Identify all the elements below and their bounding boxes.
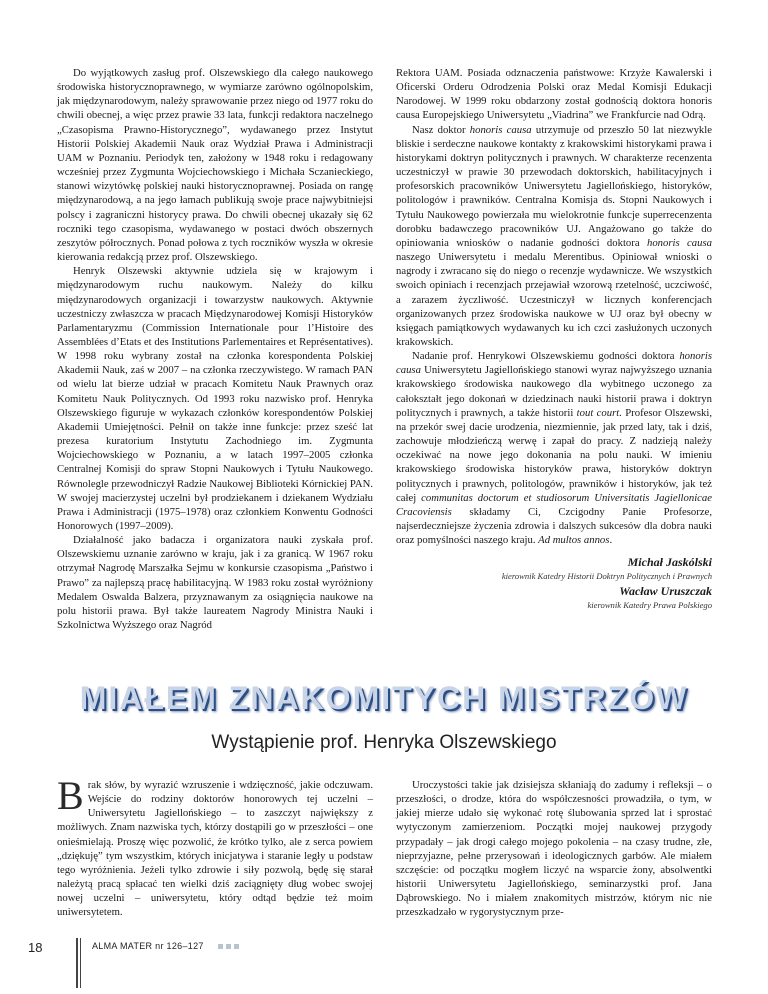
italic-run: honoris causa bbox=[396, 350, 712, 377]
paragraph: Uroczystości takie jak dzisiejsza skłaniają do zadumy i refleksji – o przeszłości, o drodze, która do współczesności prowadziła, o tym, w jakiej mierze udało się wykonać rotę ślubowania sprzed lat i sprostać wytyczonym zamierzeniom. Początki mojej naukowej przygody przypadały – jak drogi całego mojego pokolenia – na czasy trudne, złe, nieprzyjazne, pełne przerysowań i ideologicznych garbów. Ale miałem szczęście: od początku mogłem liczyć na wsparcie żony, absolwentki historii Uniwersytetu Jagiellońskiego, seminarzystki prof. Jana Dąbrowskiego. No i miałem znakomitych mistrzów, którym nic nie przeszkadzało w rygorystycznym prze- bbox=[396, 779, 712, 919]
paragraph bbox=[57, 773, 373, 920]
paragraph bbox=[396, 349, 712, 547]
text-run: składamy Ci, Czcigodny Panie Profesorze, najserdeczniejsze życzenia zdrowia i dalszych sukcesów dla dobra nauki oraz pomyślności naszego kraju. bbox=[396, 505, 712, 547]
italic-run: honoris causa bbox=[646, 236, 712, 249]
decorative-square bbox=[234, 944, 239, 949]
text-run: Uniwersytetu Jagiellońskiego stanowi wyraz najwyższego uznania krakowskiego środowiska naukowego dla wybitnego uczonego za całokształt jego dokonań w dziedzinach nauki historii prawa i doktryn politycznych i prawnych, a także historii bbox=[396, 364, 712, 419]
speech-column-left bbox=[57, 773, 373, 920]
paragraph bbox=[396, 123, 712, 350]
text-run: utrzymuje od przeszło 50 lat niezwykle bliskie i serdeczne naukowe kontakty z krakowskimi historykami prawa i historykami doktryn politycznych i prawnych. W charakterze recenzenta uczestniczył w prawie 30 przewodach doktorskich, habilitacyjnych i profesorskich pracowników Uniwersytetu Jagiellońskiego, historyków, politologów i prawników. Centralna Komisja ds. Stopni Naukowych i Tytułu Naukowego powierzała mu wielokrotnie funkcje superrecenzenta dorobku badawczego pracowników UJ. Angażowano go także do opiniowania wniosków o nadanie godności doktora bbox=[396, 123, 712, 249]
footer-rule bbox=[76, 938, 78, 988]
paragraph: Henryk Olszewski aktywnie udziela się w krajowym i międzynarodowym ruchu naukowym. Należy do kilku międzynarodowych organizacji i towarzystw naukowych. Aktywnie uczestniczy zwłaszcza w pracach Międzynarodowej Komisji Historyków Parlamentaryzmu (Commission Internationale pour l’Histoire des Assemblées d’Etats et des Institutions Parlementaires et Représentatives). W 1998 roku wybrany został na członka korespondenta Polskiej Akademii Nauk, zaś w 2007 – na członka rzeczywistego. W ramach PAN od wielu lat bierze udział w pracach Komitetu Nauk Prawnych oraz Komitetu Nauk Politycznych. Od 1993 roku nazwisko prof. Henryka Olszewskiego figuruje w wykazach członków korespondentów Polskiej Akademii Umiejętności. Pełnił on także inne funkcje: przez sześć lat prezesa kuratorium Instytutu Zachodniego im. Zygmunta Wojciechowskiego w Poznaniu, a w latach 1997–2005 członka Centralnej Komisji do spraw Stopni Naukowych i Tytułu Naukowego. Równolegle przewodniczył Radzie Naukowej Biblioteki Kórnickiej PAN. W swojej macierzystej uczelni był prodziekanem i dziekanem Wydziału Prawa i Administracji (1975–1978) oraz członkiem Konwentu Godności Honorowych (1997–2009). bbox=[57, 265, 373, 532]
signature-name: Wacław Uruszczak bbox=[619, 584, 712, 599]
text-run: rak słów, by wyrazić wzruszenie i wdzięczność, jakie odczuwam. Wejście do rodziny doktorów honorowych tej uczelni – Uniwersytetu Jagiellońskiego – to zaszczyt największy z możliwych. Znam nazwiska tych, którzy dostąpili go w przeszłości – one onieśmielają. Proszę więc pozwolić, że krótko tylko, ale z serca powiem „dziękuję” tym wszystkim, których inicjatywa i staranie legły u podstaw tego wyróżnienia. Jeżeli tylko zdrowie i siły pozwolą, będę się starał należytą pracą spłacać ten wielki dziś zaciągnięty dług wobec swojej nowej uczelni – uniwersytetu, który odtąd będzie też moim uniwersytetem. bbox=[57, 779, 373, 919]
decorative-square bbox=[226, 944, 231, 949]
text-run: naszego Uniwersytetu i medalu Merentibus. Opiniował wnioski o nagrody i zwracano się do niego o recenzje wydawnicze. We wszystkich swoich opiniach i recenzjach przejawiał wzorową rzetelność, uczciwość, a zarazem życzliwość. Uczestniczył w licznych konferencjach organizowanych przez środowiska naukowe w UJ oraz był obecny w księgach pamiątkowych wydawanych ku ich czci zasłużonych uczonych krakowskich. bbox=[396, 251, 712, 348]
drop-cap: B bbox=[57, 773, 84, 818]
italic-run: communitas doctorum et studiosorum Universitatis Jagiellonicae Cracoviensis bbox=[396, 491, 712, 518]
decorative-square bbox=[218, 944, 223, 949]
footer-rule bbox=[80, 938, 81, 988]
italic-run: Ad multos annos bbox=[538, 534, 610, 547]
signature-name: Michał Jaskólski bbox=[627, 555, 712, 570]
text-run: Profesor Olszewski, na przekór swej dacie urodzenia, niezmiennie, jak przed laty, tak i dziś, zachowuje młodzieńczą werwę i zapał do pracy. Z nadzieją należy oczekiwać na nowe jego dokonania na polu nauki. W imieniu krakowskiego środowiska historyków prawa, historyków doktryn politycznych i prawnych, politologów, prawników i historyków, jak też całej bbox=[396, 406, 712, 504]
article-subtitle: Wystąpienie prof. Henryka Olszewskiego bbox=[211, 732, 557, 753]
article-column-top-left bbox=[57, 66, 373, 632]
text-run: . bbox=[609, 534, 613, 547]
signature-role: kierownik Katedry Prawa Polskiego bbox=[587, 600, 712, 611]
paragraph: Rektora UAM. Posiada odznaczenia państwowe: Krzyże Kawalerski i Oficerski Orderu Odrodzenia Polski oraz Medal Komisji Edukacji Narodowej. W 1999 roku obdarzony został godnością doktora honoris causa Europejskiego Uniwersytetu „Viadrina” we Frankfurcie nad Odrą. bbox=[396, 67, 712, 122]
italic-run: tout court. bbox=[576, 406, 622, 419]
italic-run: honoris causa bbox=[469, 123, 532, 136]
journal-name: ALMA MATER nr 126–127 bbox=[92, 941, 204, 951]
signature-role: kierownik Katedry Historii Doktryn Politycznych i Prawnych bbox=[501, 571, 712, 582]
page-number: 18 bbox=[28, 940, 43, 955]
article-banner-title: MIAŁEM ZNAKOMITYCH MISTRZÓW bbox=[79, 680, 689, 716]
text-run: Nasz doktor bbox=[412, 123, 470, 136]
text-run: Nadanie prof. Henrykowi Olszewskiemu godności doktora bbox=[412, 350, 680, 363]
article-column-top-right bbox=[396, 66, 712, 613]
paragraph: Do wyjątkowych zasług prof. Olszewskiego dla całego naukowego środowiska historycznoprawnego, w wymiarze zarówno ogólnopolskim, jak międzynarodowym, należy sprawowanie przez niego od 1977 roku do chwili obecnej, a więc przez prawie 33 lata, funkcji redaktora naczelnego „Czasopisma Prawno-Historycznego”, wydawanego przez Instytut Historii Polskiej Akademii Nauk oraz Wydział Prawa i Administracji UAM w Poznaniu. Periodyk ten, założony w 1948 roku i redagowany wcześniej przez Zygmunta Wojciechowskiego i Michała Sczanieckiego, stanowi wizytówkę polskiej nauki historycznoprawnej. Posiada on rangę międzynarodową, a na jego łamach publikują swoje prace najwybitniejsi polscy i zagraniczni historycy prawa. Do chwili obecnej ukazały się 62 roczniki tego czasopisma, wydawanego w postaci dwóch obszernych zeszytów półrocznych. Ponad połowa z tych roczników wyszła w okresie kierowania redakcją przez prof. Olszewskiego. bbox=[57, 67, 373, 264]
speech-column-right bbox=[396, 778, 712, 920]
page-footer bbox=[0, 940, 768, 980]
paragraph: Działalność jako badacza i organizatora nauki zyskała prof. Olszewskiemu uznanie zarówno w kraju, jak i za granicą. W 1967 roku otrzymał Nagrodę Marszałka Sejmu w konkursie czasopisma „Państwo i Prawo” za najlepszą pracę habilitacyjną. W 1983 roku został wyróżniony Medalem Oswalda Balzera, przyznawanym za osiągnięcia naukowe na polu historii prawa. Był także laureatem Nagrody Ministra Nauki i Szkolnictwa Wyższego oraz Nagród bbox=[57, 534, 373, 632]
